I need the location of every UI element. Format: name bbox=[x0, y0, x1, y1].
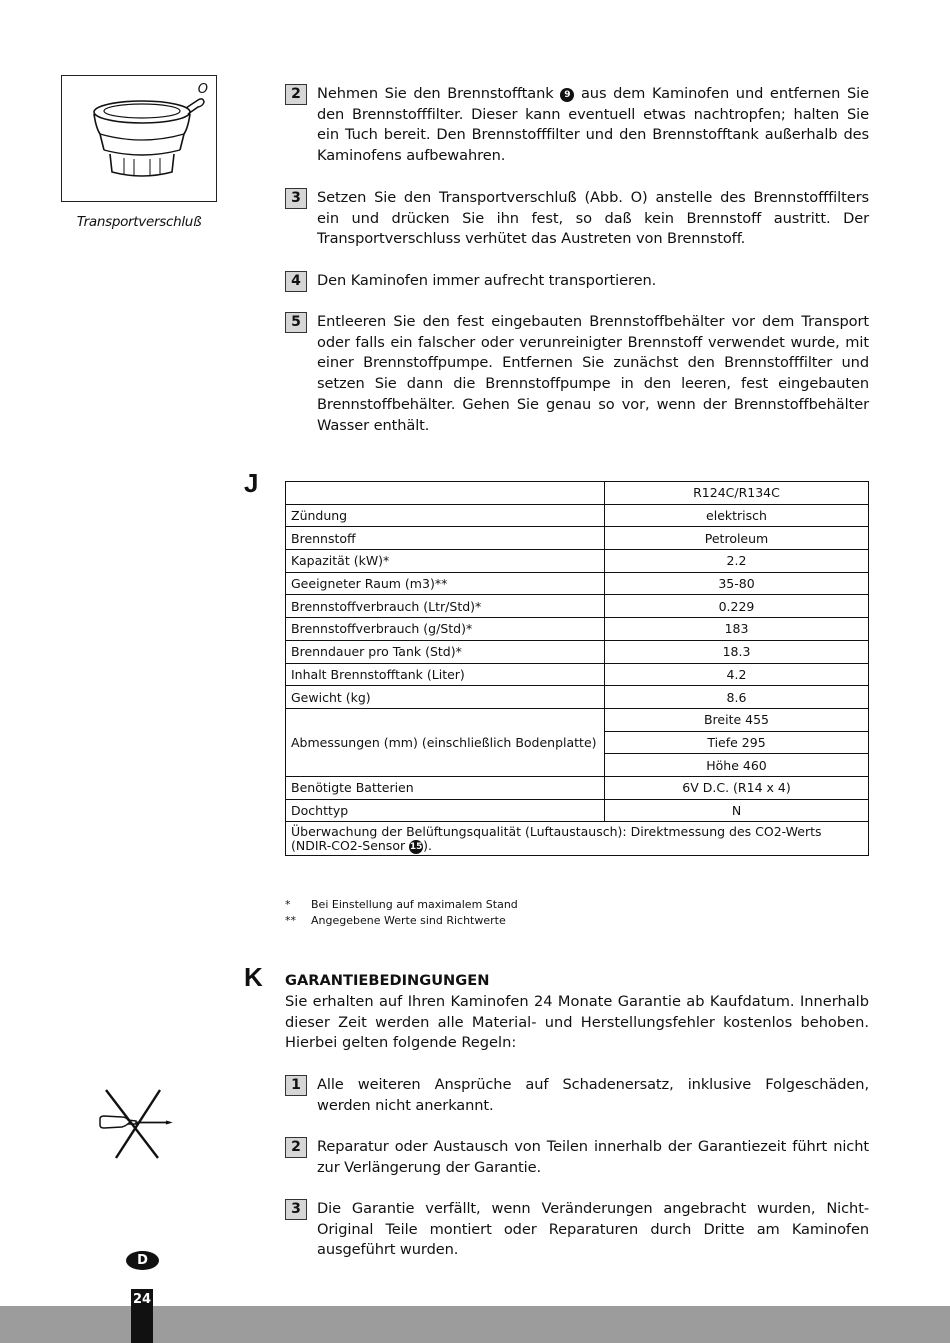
step-4-upright bbox=[285, 271, 869, 292]
row-value: 35-80 bbox=[605, 572, 869, 595]
row-label: Kapazität (kW)* bbox=[286, 550, 605, 573]
row-label: Brenndauer pro Tank (Std)* bbox=[286, 640, 605, 663]
dimensions-label: Abmessungen (mm) (einschließlich Bodenplatte) bbox=[286, 708, 605, 776]
step-text: Nehmen Sie den Brennstofftank 9 aus dem Kaminofen und entfernen Sie den Brennstofffilter. Dieser kann eventuell etwas nachtropfen; halten Sie ein Tuch bereit. Den Brennstofffilter und den Brennstofftank außerhalb des Kaminofens aufbewahren. bbox=[317, 85, 869, 165]
step-3-transport-cap bbox=[285, 188, 869, 250]
footnote bbox=[285, 897, 518, 913]
footnote bbox=[285, 913, 518, 929]
no-screwdriver-icon bbox=[98, 1088, 174, 1160]
dimension-width: Breite 455 bbox=[605, 708, 869, 731]
footnote-text: Bei Einstellung auf maximalem Stand bbox=[311, 898, 518, 911]
row-label: Geeigneter Raum (m3)** bbox=[286, 572, 605, 595]
model-header: R124C/R134C bbox=[605, 482, 869, 505]
step-5-empty-tank bbox=[285, 312, 869, 436]
row-value: Petroleum bbox=[605, 527, 869, 550]
section-letter-k: K bbox=[244, 962, 263, 992]
language-badge: D bbox=[126, 1251, 159, 1270]
step-number: 4 bbox=[285, 271, 307, 292]
row-value: 18.3 bbox=[605, 640, 869, 663]
part-number-badge: 15 bbox=[409, 841, 423, 852]
warranty-intro: Sie erhalten auf Ihren Kaminofen 24 Monate Garantie ab Kaufdatum. Innerhalb dieser Zeit werden alle Material- und Herstellungsfehler kostenlos behoben. Hierbei gelten folgende Regeln: bbox=[285, 993, 869, 1052]
dimension-height: Höhe 460 bbox=[605, 754, 869, 777]
step-number: 3 bbox=[285, 1199, 307, 1220]
warranty-rule-1 bbox=[285, 1075, 869, 1116]
row-value: elektrisch bbox=[605, 504, 869, 527]
row-label: Inhalt Brennstofftank (Liter) bbox=[286, 663, 605, 686]
table-row bbox=[286, 572, 869, 595]
row-label: Dochttyp bbox=[286, 799, 605, 822]
table-row bbox=[286, 776, 869, 799]
warranty-heading: GARANTIEBEDINGUNGEN bbox=[285, 972, 490, 989]
row-value: 183 bbox=[605, 618, 869, 641]
table-row bbox=[286, 640, 869, 663]
row-value: 2.2 bbox=[605, 550, 869, 573]
step-number: 1 bbox=[285, 1075, 307, 1096]
footnotes bbox=[285, 897, 518, 929]
row-label: Brennstoff bbox=[286, 527, 605, 550]
warranty-rule-2 bbox=[285, 1137, 869, 1178]
step-number: 2 bbox=[285, 84, 307, 105]
warranty-rule-3 bbox=[285, 1199, 869, 1261]
step-text: Alle weiteren Ansprüche auf Schadenersatz, inklusive Folgeschäden, werden nicht anerkannt. bbox=[317, 1076, 869, 1114]
step-number: 3 bbox=[285, 188, 307, 209]
table-header-empty bbox=[286, 482, 605, 505]
step-text: Setzen Sie den Transportverschluß (Abb. O) anstelle des Brennstofffilters ein und drücken Sie ihn fest, so daß kein Brennstoff austritt. Der Transportverschluss verhütet das Austreten von Brennstoff. bbox=[317, 189, 869, 248]
row-value: 0.229 bbox=[605, 595, 869, 618]
footnote-text: Angegebene Werte sind Richtwerte bbox=[311, 914, 506, 927]
row-value: 8.6 bbox=[605, 686, 869, 709]
step-text: Entleeren Sie den fest eingebauten Brennstoffbehälter vor dem Transport oder falls ein falscher oder verunreinigter Brennstoff verwendet wurde, mit einer Brennstoffpumpe. Entfernen Sie zunächst den Brennstofffilter und setzen Sie dann die Brennstoffpumpe in den leeren, fest eingebauten Brennstoffbehälter. Gehen Sie genau so vor, wenn der Brennstoffbehälter Wasser enthält. bbox=[317, 313, 869, 434]
table-row bbox=[286, 618, 869, 641]
footnote-mark: ** bbox=[285, 914, 296, 927]
table-row bbox=[286, 527, 869, 550]
table-row-note bbox=[286, 822, 869, 856]
dimension-depth: Tiefe 295 bbox=[605, 731, 869, 754]
page-number: 24 bbox=[131, 1289, 153, 1343]
row-label: Brennstoffverbrauch (Ltr/Std)* bbox=[286, 595, 605, 618]
step-text: Den Kaminofen immer aufrecht transportieren. bbox=[317, 272, 657, 289]
footnote-mark: * bbox=[285, 898, 291, 911]
row-value: N bbox=[605, 799, 869, 822]
section-letter-j: J bbox=[244, 468, 259, 498]
step-2-remove-tank bbox=[285, 84, 869, 167]
step-text: Reparatur oder Austausch von Teilen innerhalb der Garantiezeit führt nicht zur Verlängerung der Garantie. bbox=[317, 1138, 869, 1176]
table-header-row bbox=[286, 482, 869, 505]
transport-cap-icon bbox=[82, 94, 252, 194]
row-value: 6V D.C. (R14 x 4) bbox=[605, 776, 869, 799]
table-row bbox=[286, 595, 869, 618]
row-label: Brennstoffverbrauch (g/Std)* bbox=[286, 618, 605, 641]
table-row bbox=[286, 504, 869, 527]
figure-caption: Transportverschluß bbox=[76, 214, 202, 230]
row-label: Zündung bbox=[286, 504, 605, 527]
row-label: Gewicht (kg) bbox=[286, 686, 605, 709]
table-row bbox=[286, 686, 869, 709]
table-row bbox=[286, 663, 869, 686]
step-text: Die Garantie verfällt, wenn Veränderungen angebracht wurden, Nicht-Original Teile montiert oder Reparaturen durch Dritte am Kaminofen ausgeführt wurden. bbox=[317, 1200, 869, 1259]
row-label: Benötigte Batterien bbox=[286, 776, 605, 799]
table-row bbox=[286, 550, 869, 573]
spec-table bbox=[285, 481, 869, 856]
row-value: 4.2 bbox=[605, 663, 869, 686]
table-row-dimensions bbox=[286, 708, 869, 731]
ventilation-note: Überwachung der Belüftungsqualität (Luftaustausch): Direktmessung des CO2-Werts (NDIR-CO2-Sensor 15). bbox=[286, 822, 869, 856]
table-row bbox=[286, 799, 869, 822]
step-number: 2 bbox=[285, 1137, 307, 1158]
part-number-badge: 9 bbox=[560, 88, 574, 102]
step-number: 5 bbox=[285, 312, 307, 333]
figure-transport-cap bbox=[61, 75, 217, 202]
figure-letter: O bbox=[197, 82, 208, 97]
